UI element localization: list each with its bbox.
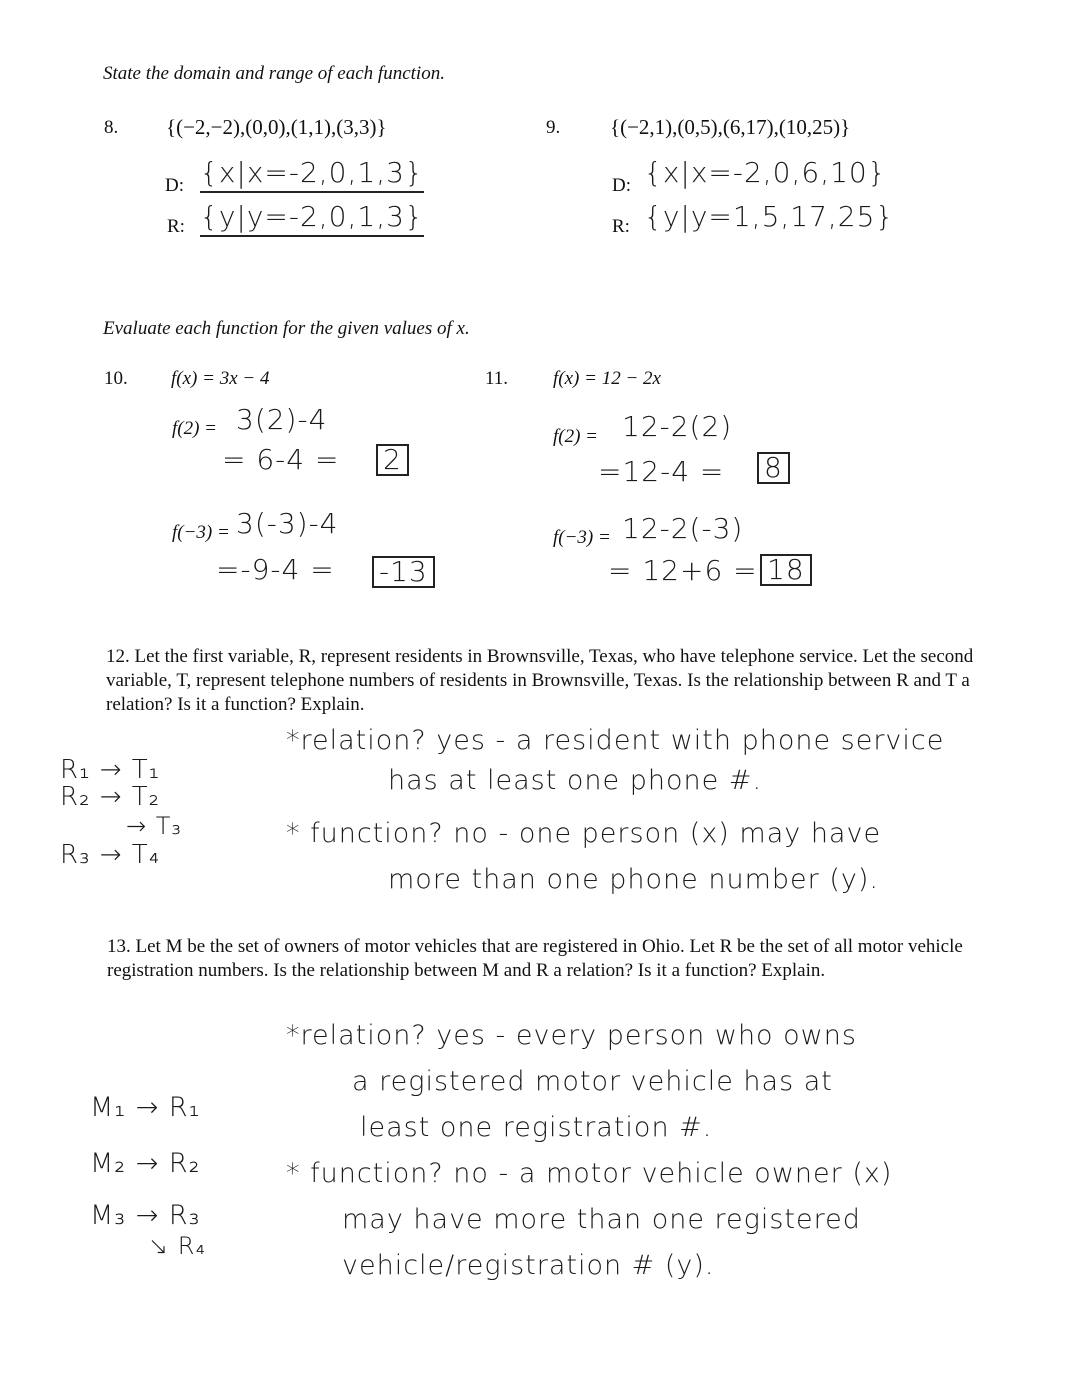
problem-9-domain-answer: {x|x=-2,0,6,10}	[644, 156, 887, 189]
problem-11-number: 11.	[485, 368, 509, 389]
problem-9-range-label: R:	[612, 216, 630, 237]
question-12-text: 12. Let the first variable, R, represent residents in Brownsville, Texas, who have telephone service. Let the second variable, T, represent telephone numbers of residents in Brownsville, Texas. Is the relationship between R and T a relation? Is it a function? Explain.	[106, 646, 974, 715]
q12-answer-line-1: *relation? yes - a resident with phone service	[286, 725, 945, 756]
problem-9-set: {(−2,1),(0,5),(6,17),(10,25)}	[610, 115, 851, 139]
q12-mapping-1: R₁ → T₁	[60, 755, 161, 785]
problem-10-number: 10.	[104, 368, 128, 389]
problem-10-f2-step2: = 6-4 =	[222, 443, 340, 476]
question-13-text: 13. Let M be the set of owners of motor vehicles that are registered in Ohio. Let R be the set of all motor vehicle registration numbers. Is the relationship between M and R a relation? Is it a function? Explain.	[107, 936, 963, 981]
problem-11-f2-label: f(2) =	[553, 426, 599, 447]
q13-answer-line-2: a registered motor vehicle has at	[352, 1066, 833, 1097]
q12-mapping-3: → T₃	[126, 812, 183, 840]
problem-10-f2-answer: 2	[376, 444, 409, 476]
problem-8-range-label: R:	[167, 216, 185, 237]
q13-answer-line-6: vehicle/registration # (y).	[342, 1250, 715, 1281]
problem-10-function: f(x) = 3x − 4	[171, 368, 270, 389]
q12-answer-line-2: has at least one phone #.	[388, 765, 763, 796]
q12-mapping-2: R₂ → T₂	[60, 782, 161, 812]
problem-8-number: 8.	[104, 117, 119, 138]
problem-9-number: 9.	[546, 117, 561, 138]
q12-answer-line-4: more than one phone number (y).	[388, 864, 879, 895]
problem-10-f2-step1: 3(2)-4	[236, 403, 328, 436]
q12-mapping-4: R₃ → T₄	[60, 840, 161, 870]
problem-10-fneg3-answer: -13	[372, 556, 435, 588]
instruction-domain-range: State the domain and range of each function.	[103, 63, 445, 84]
q12-answer-line-3: * function? no - one person (x) may have	[286, 818, 882, 849]
problem-10-f2-label: f(2) =	[172, 418, 218, 439]
problem-11-fneg3-step2: = 12+6 =	[608, 554, 758, 587]
q13-answer-line-1: *relation? yes - every person who owns	[286, 1020, 857, 1051]
problem-11-function: f(x) = 12 − 2x	[553, 368, 661, 389]
problem-10-fneg3-label: f(−3) =	[172, 522, 230, 543]
problem-9-domain-label: D:	[612, 175, 631, 196]
problem-10-fneg3-step2: =-9-4 =	[216, 553, 335, 586]
q13-mapping-4: ↘ R₄	[148, 1232, 207, 1260]
problem-11-f2-answer: 8	[757, 452, 790, 484]
q13-answer-line-4: * function? no - a motor vehicle owner (x)	[286, 1158, 893, 1189]
q13-answer-line-5: may have more than one registered	[342, 1204, 861, 1235]
problem-11-f2-step2: =12-4 =	[598, 455, 725, 488]
problem-8-domain-answer: {x|x=-2,0,1,3}	[200, 156, 424, 193]
problem-11-fneg3-step1: 12-2(-3)	[622, 512, 744, 545]
problem-11-fneg3-label: f(−3) =	[553, 527, 611, 548]
problem-9-range-answer: {y|y=1,5,17,25}	[644, 200, 895, 233]
q13-answer-line-3: least one registration #.	[360, 1112, 713, 1143]
problem-10-fneg3-step1: 3(-3)-4	[236, 507, 339, 540]
q13-mapping-2: M₂ → R₂	[90, 1148, 201, 1179]
problem-8-domain-label: D:	[165, 175, 184, 196]
problem-8-set: {(−2,−2),(0,0),(1,1),(3,3)}	[166, 115, 387, 139]
problem-11-f2-step1: 12-2(2)	[622, 410, 733, 443]
q13-mapping-3: M₃ → R₃	[90, 1200, 201, 1231]
problem-8-range-answer: {y|y=-2,0,1,3}	[200, 200, 424, 237]
q13-mapping-1: M₁ → R₁	[90, 1092, 201, 1123]
instruction-evaluate: Evaluate each function for the given values of x.	[103, 318, 470, 339]
problem-11-fneg3-answer: 18	[760, 554, 812, 586]
